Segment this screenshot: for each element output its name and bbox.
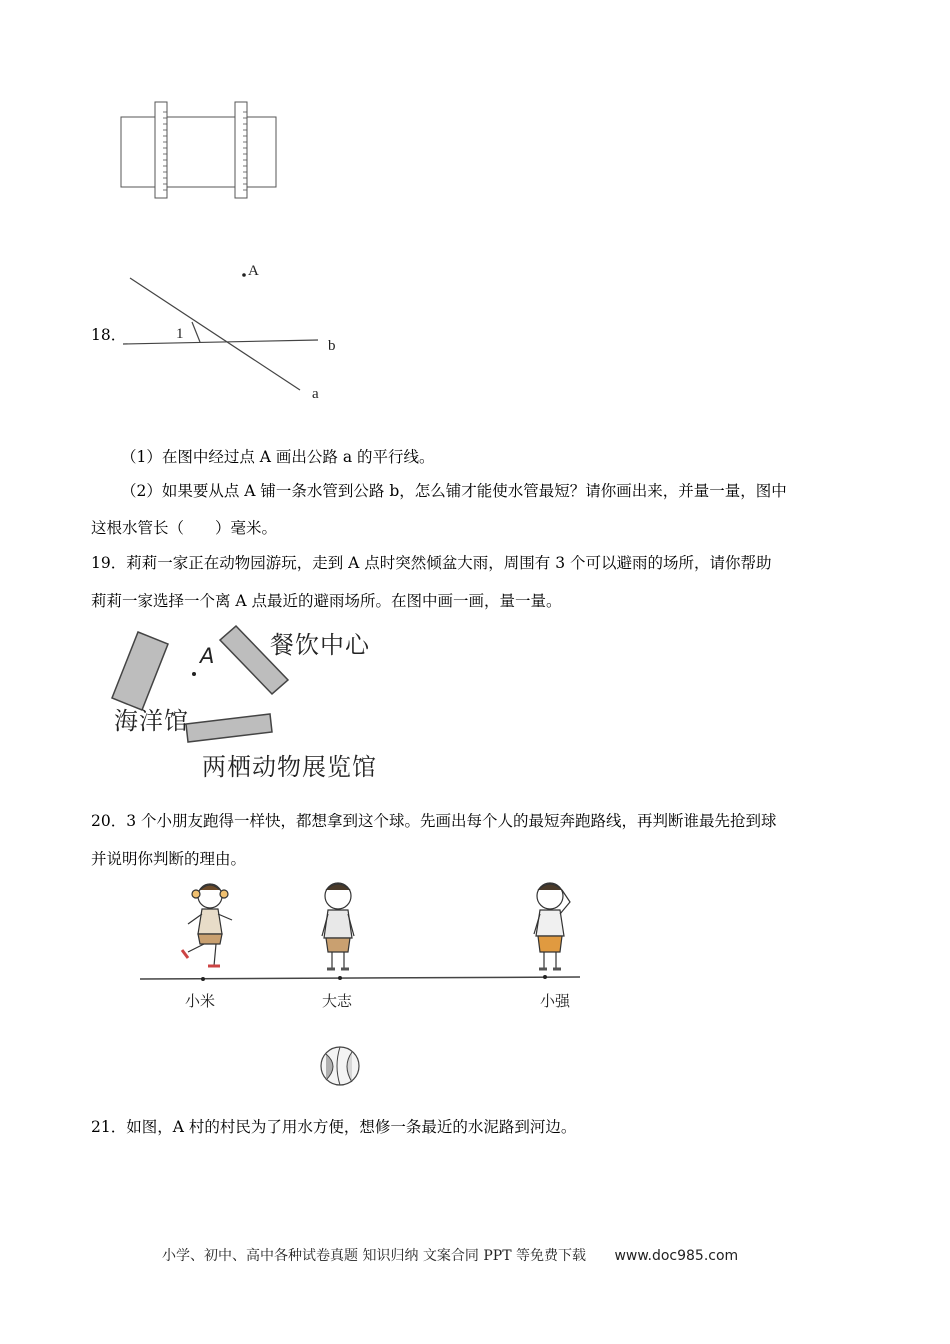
q20-kids-figure [130, 876, 590, 1091]
angle-1-label: 1 [176, 326, 184, 342]
xiaomi-point [201, 977, 205, 981]
point-a-dot [242, 273, 246, 277]
line-b-label: b [328, 338, 336, 354]
xiaoqiang-point [543, 975, 547, 979]
point-a-dot [192, 672, 196, 676]
q18-part2-line1: （2）如果要从点 A 铺一条水管到公路 b，怎么铺才能使水管最短？请你画出来，并量一量，图中 [121, 482, 787, 500]
place-amphibian-hall-label: 两栖动物展览馆 [202, 753, 377, 781]
kid-label-xiaoqiang: 小强 [540, 992, 571, 1010]
line-a [130, 278, 300, 390]
kid-label-dazhi: 大志 [322, 992, 353, 1010]
q18-part1: （1）在图中经过点 A 画出公路 a 的平行线。 [121, 448, 435, 466]
ball-icon [321, 1047, 359, 1085]
q19-line1: 19．莉莉一家正在动物园游玩，走到 A 点时突然倾盆大雨，周围有 3 个可以避雨的场所，请你帮助 [91, 554, 772, 572]
amphibian-hall-building [186, 714, 272, 742]
footer-ad: 小学、初中、高中各种试卷真题 知识归纳 文案合同 PPT 等免费下载 [162, 1248, 586, 1264]
dazhi-figure [322, 883, 354, 969]
line-a-label: a [312, 386, 319, 402]
dazhi-point [338, 976, 342, 980]
rectangle [121, 117, 276, 187]
ground-line [140, 977, 580, 979]
point-a-label: A [248, 263, 259, 279]
xiaoqiang-figure [534, 883, 570, 969]
footer-text [162, 1245, 738, 1265]
line-b [123, 340, 318, 344]
q19-line2: 莉莉一家选择一个离 A 点最近的避雨场所。在图中画一画，量一量。 [91, 592, 562, 610]
q20-line2: 并说明你判断的理由。 [91, 850, 247, 868]
q18-part2-line2: 这根水管长（ ）毫米。 [91, 519, 278, 537]
q19-point-a-label: A [200, 644, 216, 668]
q18-lines-figure [118, 258, 348, 408]
ocean-hall-building [112, 632, 168, 710]
q18-number: 18． [91, 326, 127, 344]
q21-line1: 21．如图，A 村的村民为了用水方便，想修一条最近的水泥路到河边。 [91, 1118, 577, 1136]
place-ocean-hall-label: 海洋馆 [114, 707, 189, 735]
kid-label-xiaomi: 小米 [185, 992, 216, 1010]
q20-line1: 20．3 个小朋友跑得一样快，都想拿到这个球。先画出每个人的最短奔跑路线，再判断谁最先抢到球 [91, 812, 777, 830]
xiaomi-figure [182, 884, 232, 966]
angle-1-arc [192, 322, 200, 342]
place-restaurant-label: 餐饮中心 [270, 631, 370, 659]
footer-url-link[interactable]: www.doc985.com [614, 1248, 739, 1264]
rectangle-set-squares-figure [115, 98, 285, 204]
